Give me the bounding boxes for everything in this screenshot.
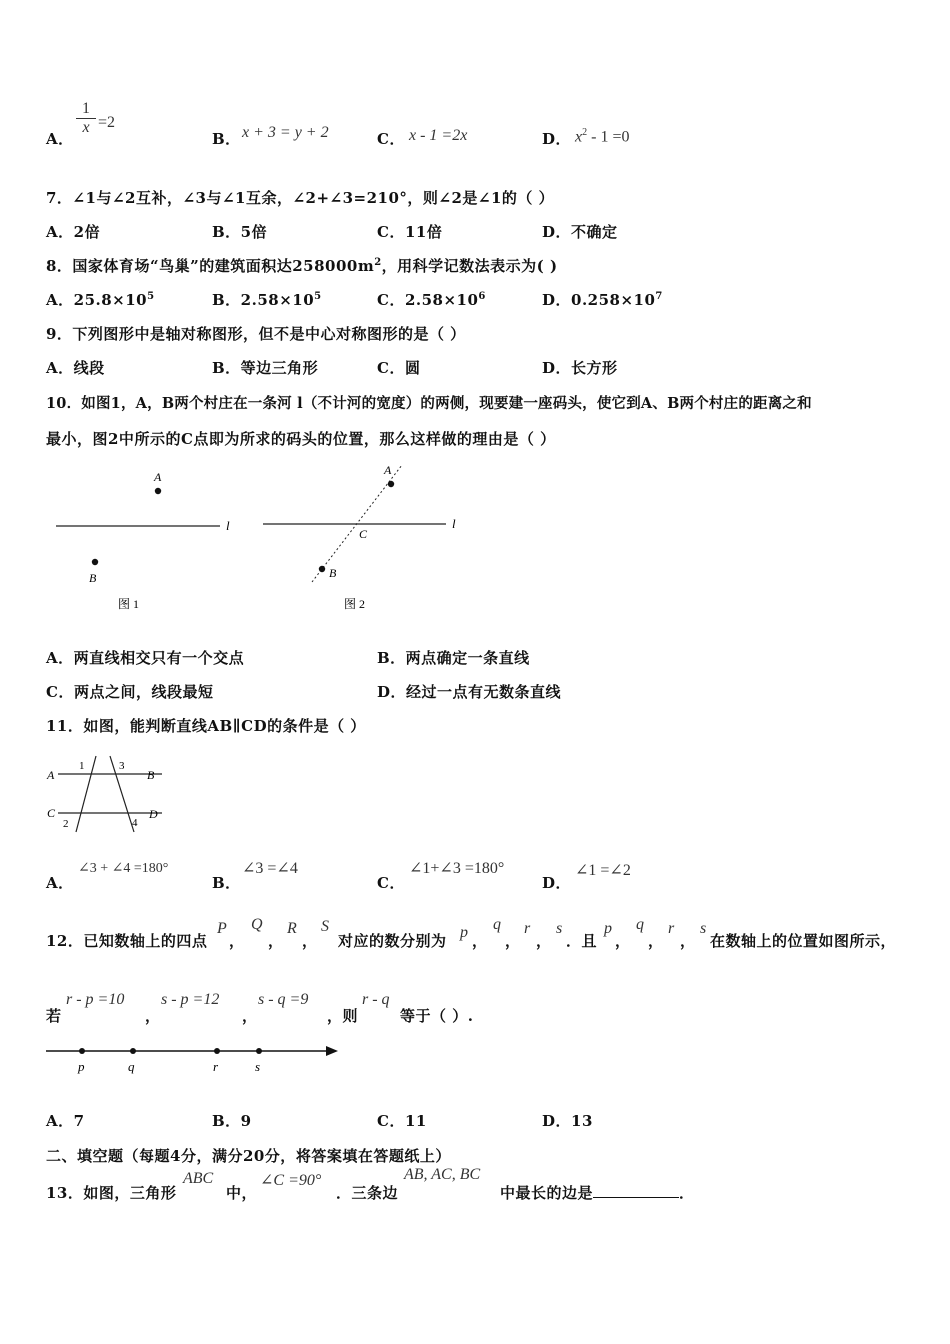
q8-stem: 8．国家体育场“鸟巢”的建筑面积达$258000m^2$，用科学记数法表示为( )	[46, 257, 558, 275]
q10-stem-line1: 10．如图1，A，B两个村庄在一条河 l（不计河的宽度）的两侧，现要建一座码头，使它到A、B两个村庄的距离之和	[46, 395, 812, 412]
q12-num-s-2: s	[700, 920, 707, 937]
q12-stem-part2: 对应的数分别为	[338, 932, 447, 950]
q11-option-b-expr: ∠3 =∠4	[242, 860, 298, 877]
q13-answer-blank[interactable]	[593, 1183, 679, 1198]
q6-a-rest: =2	[98, 114, 116, 131]
q10-option-d: D．经过一点有无数条直线	[377, 683, 562, 701]
fig2-point-a	[388, 481, 394, 487]
q12-point-S: S	[321, 918, 329, 935]
q11-label-a: A	[47, 768, 55, 782]
q12-sep-5: ，	[505, 932, 521, 950]
q12-num-q-2: q	[636, 916, 644, 933]
q7-option-b: B．5倍	[212, 223, 268, 241]
q12-equals: 等于（ ）.	[400, 1007, 474, 1025]
number-line-point-q	[130, 1048, 136, 1054]
q12-eq-1: r - p =10	[66, 991, 125, 1008]
q13-stem-part4: 中最长的边是 ．	[500, 1184, 695, 1202]
q12-sep-1: ，	[229, 932, 245, 950]
q13-condition: ∠C =90°	[260, 1172, 322, 1189]
number-line-point-s	[256, 1048, 262, 1054]
q6-option-a-label: A．	[46, 130, 74, 148]
fig1-label-l: l	[226, 518, 230, 533]
q6-option-a-fraction	[76, 100, 96, 137]
number-line-label-p: p	[78, 1059, 85, 1074]
fig2-label-a: A	[384, 463, 392, 477]
q10-option-a: A．两直线相交只有一个交点	[46, 649, 245, 667]
fig2-point-b	[319, 566, 325, 572]
fig1-caption: 图 1	[118, 597, 140, 611]
q6-option-b-expr: x + 3 = y + 2	[242, 124, 329, 141]
q12-eq-3: s - q =9	[258, 991, 309, 1008]
q10-figures	[50, 460, 470, 620]
q12-then: ，则	[327, 1007, 359, 1025]
q13-triangle-abc: ABC	[183, 1170, 214, 1187]
q12-sep-8: ，	[648, 932, 664, 950]
number-line-label-q: q	[128, 1059, 135, 1074]
q12-num-s: s	[556, 920, 563, 937]
q6-option-c-label: C．	[377, 130, 405, 148]
q12-option-c: C．11	[377, 1112, 427, 1130]
q12-option-d: D．13	[542, 1112, 593, 1130]
q7-option-a: A．2倍	[46, 223, 101, 241]
q12-sep-9: ，	[680, 932, 696, 950]
fig2-label-l: l	[452, 516, 456, 531]
q6-a-denominator: x	[82, 119, 90, 136]
q11-option-d-label: D．	[542, 874, 572, 892]
number-line-point-r	[214, 1048, 220, 1054]
q12-sep-7: ，	[615, 932, 631, 950]
number-line-label-r: r	[213, 1059, 219, 1074]
number-line-arrow	[326, 1046, 338, 1056]
q11-angle-3: 3	[119, 760, 125, 772]
q12-num-p-2: p	[604, 920, 612, 937]
q12-num-p: p	[460, 924, 468, 941]
q9-option-c: C．圆	[377, 359, 421, 377]
q9-option-a: A．线段	[46, 359, 105, 377]
q9-option-d: D．长方形	[542, 359, 618, 377]
q11-option-c-expr: ∠1+∠3 =180°	[409, 860, 505, 877]
q13-stem-part3: ．三条边	[336, 1184, 399, 1202]
q12-number-line	[40, 1040, 350, 1080]
q11-stem: 11．如图，能判断直线AB∥CD的条件是（ ）	[46, 717, 366, 735]
number-line-label-s: s	[255, 1059, 261, 1074]
q11-label-b: B	[147, 768, 155, 782]
q11-label-d: D	[149, 807, 158, 821]
q11-option-c-label: C．	[377, 874, 405, 892]
q12-eq-2: s - p =12	[161, 991, 220, 1008]
q12-sep-4: ，	[472, 932, 488, 950]
fig2-label-c: C	[359, 527, 368, 541]
q8-option-d: D．$0.258\times 10^7$	[542, 291, 663, 309]
q8-option-b: B．$2.58\times 10^5$	[212, 291, 322, 309]
q6-option-c-expr: x - 1 =2x	[409, 127, 468, 144]
q7-option-c: C．11倍	[377, 223, 443, 241]
q12-if: 若	[46, 1007, 62, 1025]
q12-stem-part1: 12．已知数轴上的四点	[46, 932, 208, 950]
fig1-label-a: A	[154, 470, 162, 484]
fig2-label-b: B	[329, 566, 337, 580]
q10-stem-line2: 最小，图2中所示的C点即为所求的码头的位置，那么这样做的理由是（ ）	[46, 430, 556, 448]
q6-a-numerator: 1	[76, 100, 96, 119]
q11-option-d-expr: ∠1 =∠2	[575, 862, 631, 879]
q12-point-P: P	[217, 920, 227, 937]
q13-stem-part1: 13．如图，三角形	[46, 1184, 177, 1202]
number-line-point-p	[79, 1048, 85, 1054]
q12-option-b: B．9	[212, 1112, 252, 1130]
fig1-point-a	[155, 488, 161, 494]
q12-sep-6: ，	[536, 932, 552, 950]
q13-sides: AB, AC, BC	[404, 1166, 481, 1183]
q11-option-b-label: B．	[212, 874, 241, 892]
q8-option-a: A．$25.8\times 10^5$	[46, 291, 155, 309]
q6-option-d-expr: $x^2 - 1 =0$	[575, 127, 630, 146]
q12-sep-11: ，	[242, 1007, 258, 1025]
q6-option-d-label: D．	[542, 130, 572, 148]
q12-num-r-2: r	[668, 920, 675, 937]
q12-sep-10: ，	[145, 1007, 161, 1025]
q12-point-R: R	[287, 920, 297, 937]
q12-num-q: q	[493, 916, 501, 933]
q10-figure-1	[56, 470, 230, 611]
fig2-caption: 图 2	[344, 597, 366, 611]
q7-stem: 7．∠1与∠2互补，∠3与∠1互余，∠2+∠3=210°，则∠2是∠1的（ ）	[46, 189, 555, 207]
q9-stem: 9．下列图形中是轴对称图形，但不是中心对称图形的是（ ）	[46, 325, 466, 343]
q12-point-Q: Q	[251, 916, 263, 933]
q10-option-c: C．两点之间，线段最短	[46, 683, 214, 701]
q10-option-b: B．两点确定一条直线	[377, 649, 530, 667]
q11-angle-4: 4	[132, 817, 138, 829]
q11-option-a-expr: ∠3 + ∠4 =180°	[78, 861, 169, 876]
q10-figure-2	[263, 463, 456, 611]
q11-figure	[44, 752, 174, 836]
q12-option-a: A．7	[46, 1112, 85, 1130]
q11-angle-1: 1	[79, 760, 85, 772]
fig1-point-b	[92, 559, 98, 565]
q12-eq-4: r - q	[362, 991, 390, 1008]
q11-angle-2: 2	[63, 818, 69, 830]
q11-option-a-label: A．	[46, 874, 74, 892]
q12-sep-3: ，	[302, 932, 318, 950]
q11-label-c: C	[47, 806, 56, 820]
fig1-label-b: B	[89, 571, 97, 585]
q9-option-b: B．等边三角形	[212, 359, 319, 377]
q12-num-r: r	[524, 920, 531, 937]
q12-stem-part3: ．且	[566, 932, 598, 950]
q12-stem-part4: 在数轴上的位置如图所示，	[710, 932, 897, 950]
q7-option-d: D．不确定	[542, 223, 618, 241]
q8-option-c: C．$2.58\times 10^6$	[377, 291, 486, 309]
section-2-title: 二、填空题（每题4分，满分20分，将答案填在答题纸上）	[46, 1147, 451, 1165]
q12-sep-2: ，	[268, 932, 284, 950]
q13-stem-part2: 中，	[226, 1184, 258, 1202]
q6-option-b-label: B．	[212, 130, 241, 148]
